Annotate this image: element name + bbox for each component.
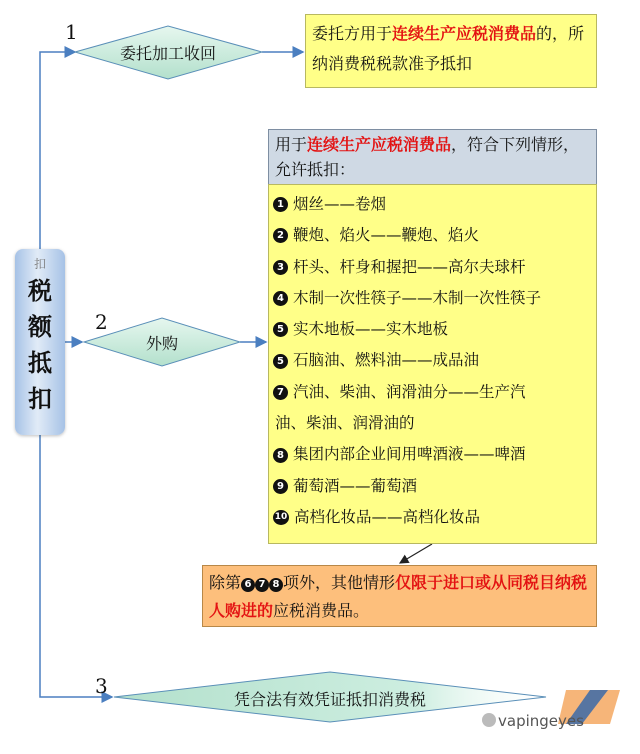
diamond-2-label: 外购: [145, 334, 178, 353]
marker-icon: 8: [273, 448, 288, 463]
list-item: 5 石脑油、燃料油——成品油: [273, 345, 592, 376]
diamond-3-label: 凭合法有效凭证抵扣消费税: [233, 690, 426, 709]
marker-icon: 6: [241, 578, 255, 592]
box2-header-post: ，符合下列情形，允许抵扣：: [275, 135, 580, 179]
marker-icon: 8: [269, 578, 283, 592]
diamond-1-label: 委托加工收回: [119, 44, 216, 63]
arrow-box2-box3: [400, 544, 432, 563]
box-exception-note: [202, 565, 597, 627]
marker-icon: 5: [273, 354, 288, 369]
branch-number-2: 2: [95, 310, 108, 334]
left-box-char-3: 抵: [28, 349, 52, 377]
list-item-continued: 油、柴油、润滑油的: [275, 414, 415, 433]
box3-highlight: 仅限于进口或从同税目纳税人购进的: [209, 573, 588, 620]
marker-icon: 9: [273, 479, 288, 494]
left-box-char-2: 额: [28, 313, 52, 341]
marker-icon: 1: [273, 197, 288, 212]
box-purchase-header: [268, 129, 597, 185]
box3-text-mid: 项外，其他情形: [283, 573, 396, 592]
watermark-text: vapingeyes: [498, 712, 584, 730]
left-box-stub: 扣: [33, 257, 46, 271]
marker-icon: 7: [255, 578, 269, 592]
marker-icon: 4: [273, 291, 288, 306]
list-item: 2 鞭炮、焰火——鞭炮、焰火: [273, 220, 592, 251]
marker-icon: 2: [273, 228, 288, 243]
list-item: 4 木制一次性筷子——木制一次性筷子: [273, 283, 592, 314]
list-item: 1 烟丝——卷烟: [273, 189, 592, 220]
marker-icon: 10: [273, 510, 289, 525]
wechat-icon: [482, 713, 496, 727]
left-box-char-1: 税: [28, 277, 52, 305]
list-item: 9 葡萄酒——葡萄酒: [273, 471, 592, 502]
marker-icon: 5: [273, 322, 288, 337]
box1-highlight: 连续生产应税消费品: [392, 24, 537, 43]
list-item: 7 汽油、柴油、润滑油分——生产汽: [273, 377, 592, 408]
list-item: 8 集团内部企业间用啤酒液——啤酒: [273, 439, 592, 470]
trunk-line: [40, 52, 75, 249]
box-purchase-list: [268, 184, 597, 544]
box2-header-pre: 用于: [275, 135, 308, 154]
box-entrusted-processing: [305, 14, 597, 88]
box1-text-post: 的，所纳消费税税款准予抵扣: [312, 24, 585, 73]
branch-number-3: 3: [95, 674, 108, 698]
list-item: 3 杆头、杆身和握把——高尔夫球杆: [273, 252, 592, 283]
box1-text-pre: 委托方用于: [312, 24, 393, 43]
trunk-line-lower: [40, 435, 112, 697]
marker-icon: 7: [273, 385, 288, 400]
box3-text-post: 应税消费品。: [273, 601, 370, 620]
list-item: 10 高档化妆品——高档化妆品: [274, 507, 481, 526]
box2-header-highlight: 连续生产应税消费品: [307, 135, 452, 154]
list-item: 5 实木地板——实木地板: [273, 314, 592, 345]
box3-text-pre: 除第: [209, 573, 242, 592]
marker-icon: 3: [273, 260, 288, 275]
tax-deduction-box: [15, 249, 65, 435]
branch-number-1: 1: [65, 20, 78, 44]
left-box-char-4: 扣: [28, 385, 52, 413]
